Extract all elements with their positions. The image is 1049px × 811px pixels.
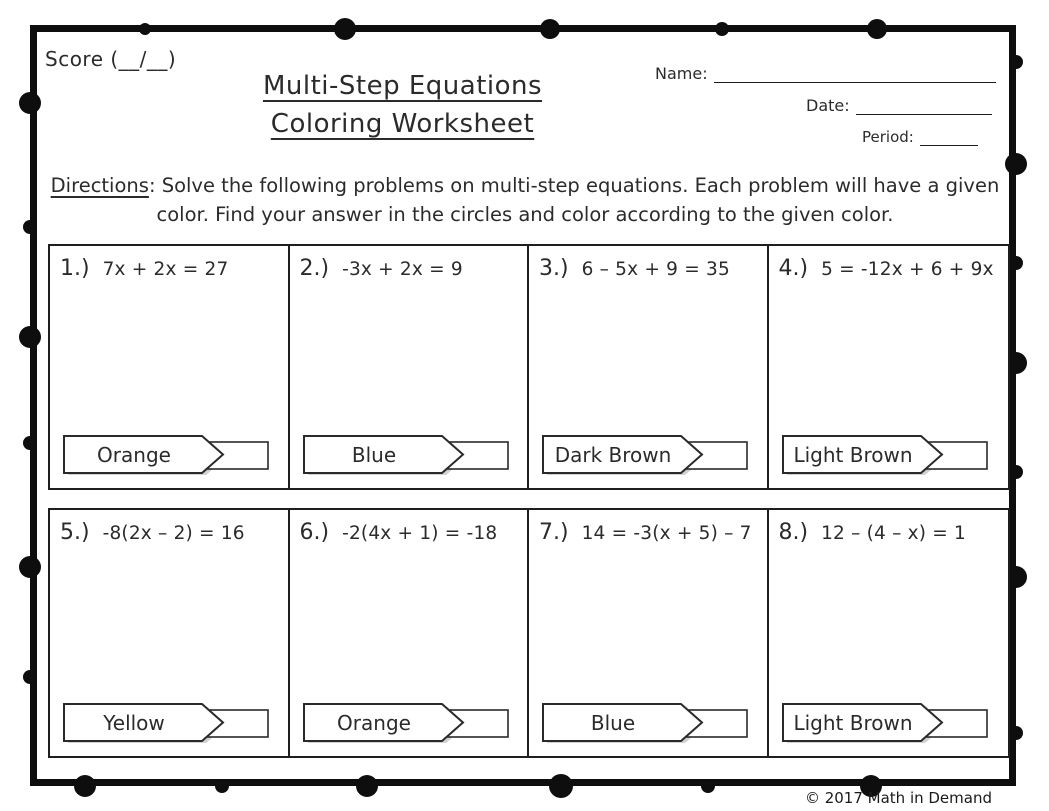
answer-tag-graphic (62, 433, 274, 477)
border-dot (23, 670, 37, 684)
border-dot (23, 436, 37, 450)
problem-cell (529, 246, 769, 488)
problem-number: 6.) (299, 520, 330, 545)
border-dot (549, 774, 573, 798)
problem-number: 5.) (60, 520, 90, 545)
name-label: Name: (655, 64, 708, 83)
page-title (235, 68, 570, 143)
name-blank-line[interactable] (714, 67, 996, 83)
problem-cell (769, 510, 1009, 756)
answer-tag-graphic (781, 433, 993, 477)
border-dot (215, 779, 229, 793)
color-label: Dark Brown (554, 443, 672, 467)
border-dot (74, 775, 96, 797)
border-dot (715, 22, 729, 36)
border-dot (334, 18, 356, 40)
color-label: Blue (351, 443, 396, 467)
problem-cell (50, 246, 290, 488)
date-label: Date: (806, 96, 850, 115)
problem-number: 4.) (778, 256, 809, 281)
color-answer-tag (781, 701, 993, 745)
problem-equation: 6 – 5x + 9 = 35 (581, 259, 730, 280)
problem-equation: 14 = -3(x + 5) – 7 (581, 523, 752, 544)
problem-cell (529, 510, 769, 756)
answer-tag-graphic (302, 701, 514, 745)
border-dot (23, 220, 37, 234)
color-answer-tag (541, 433, 753, 477)
color-answer-tag (541, 701, 753, 745)
period-field (862, 128, 978, 146)
score-blanks[interactable]: (__/__) (110, 47, 177, 71)
problem-statement (779, 520, 1003, 545)
color-label: Light Brown (792, 711, 913, 735)
problem-statement (60, 520, 282, 545)
answer-tag-graphic (541, 701, 753, 745)
answer-tag-graphic (62, 701, 274, 745)
title-line-2: Coloring Worksheet (270, 108, 535, 139)
copyright: © 2017 Math in Demand (804, 789, 992, 807)
directions-label: Directions (50, 174, 149, 197)
color-label: Light Brown (792, 443, 913, 467)
problem-number: 1.) (60, 256, 90, 281)
score-label: Score (45, 47, 104, 71)
problems-row-1 (48, 244, 1010, 490)
problem-equation: 7x + 2x = 27 (102, 259, 229, 280)
problem-equation: -8(2x – 2) = 16 (102, 523, 245, 544)
color-label: Yellow (103, 711, 165, 735)
color-answer-tag (302, 701, 514, 745)
period-label: Period: (862, 128, 914, 146)
answer-tag-graphic (541, 433, 753, 477)
border-dot (1009, 465, 1023, 479)
color-answer-tag (781, 433, 993, 477)
border-dot (19, 556, 41, 578)
problems-row-2 (48, 508, 1010, 758)
color-answer-tag (62, 701, 274, 745)
date-field (806, 96, 992, 115)
color-label: Blue (590, 711, 636, 735)
problem-equation: -3x + 2x = 9 (342, 259, 463, 280)
problem-cell (290, 510, 530, 756)
problem-equation: 5 = -12x + 6 + 9x (821, 259, 994, 280)
border-dot (1009, 726, 1023, 740)
color-answer-tag (62, 433, 274, 477)
problem-statement (779, 256, 1003, 281)
name-field (655, 64, 996, 83)
color-answer-tag (302, 433, 514, 477)
problem-statement (300, 520, 522, 545)
border-dot (1009, 55, 1023, 69)
problem-statement (60, 256, 282, 281)
problem-number: 7.) (539, 520, 569, 545)
color-label: Orange (336, 711, 411, 735)
problem-statement (300, 256, 522, 281)
problem-statement (539, 256, 761, 281)
problem-statement (539, 520, 761, 545)
problem-cell (50, 510, 290, 756)
score-line (45, 47, 176, 71)
border-dot (356, 775, 378, 797)
directions-text: : Solve the following problems on multi-step equations. Each problem will have a given color. Find your answer in the circles and color according to the given color. (148, 174, 1000, 227)
color-label: Orange (97, 443, 171, 467)
border-dot (1005, 153, 1027, 175)
directions (45, 171, 1005, 230)
problem-equation: -2(4x + 1) = -18 (342, 523, 498, 544)
border-dot (19, 92, 41, 114)
period-blank-line[interactable] (920, 130, 978, 146)
title-line-1: Multi-Step Equations (262, 71, 543, 101)
problem-number: 3.) (539, 256, 569, 281)
problem-number: 2.) (299, 256, 330, 281)
problem-cell (769, 246, 1009, 488)
problem-cell (290, 246, 530, 488)
date-blank-line[interactable] (856, 99, 992, 115)
border-dot (701, 779, 715, 793)
border-dot (540, 19, 560, 39)
border-dot (139, 23, 151, 35)
problem-equation: 12 – (4 – x) = 1 (821, 523, 967, 544)
border-dot (1009, 256, 1023, 270)
answer-tag-graphic (302, 433, 514, 477)
border-dot (867, 19, 887, 39)
answer-tag-graphic (781, 701, 993, 745)
border-dot (19, 326, 41, 348)
problem-number: 8.) (778, 520, 809, 545)
